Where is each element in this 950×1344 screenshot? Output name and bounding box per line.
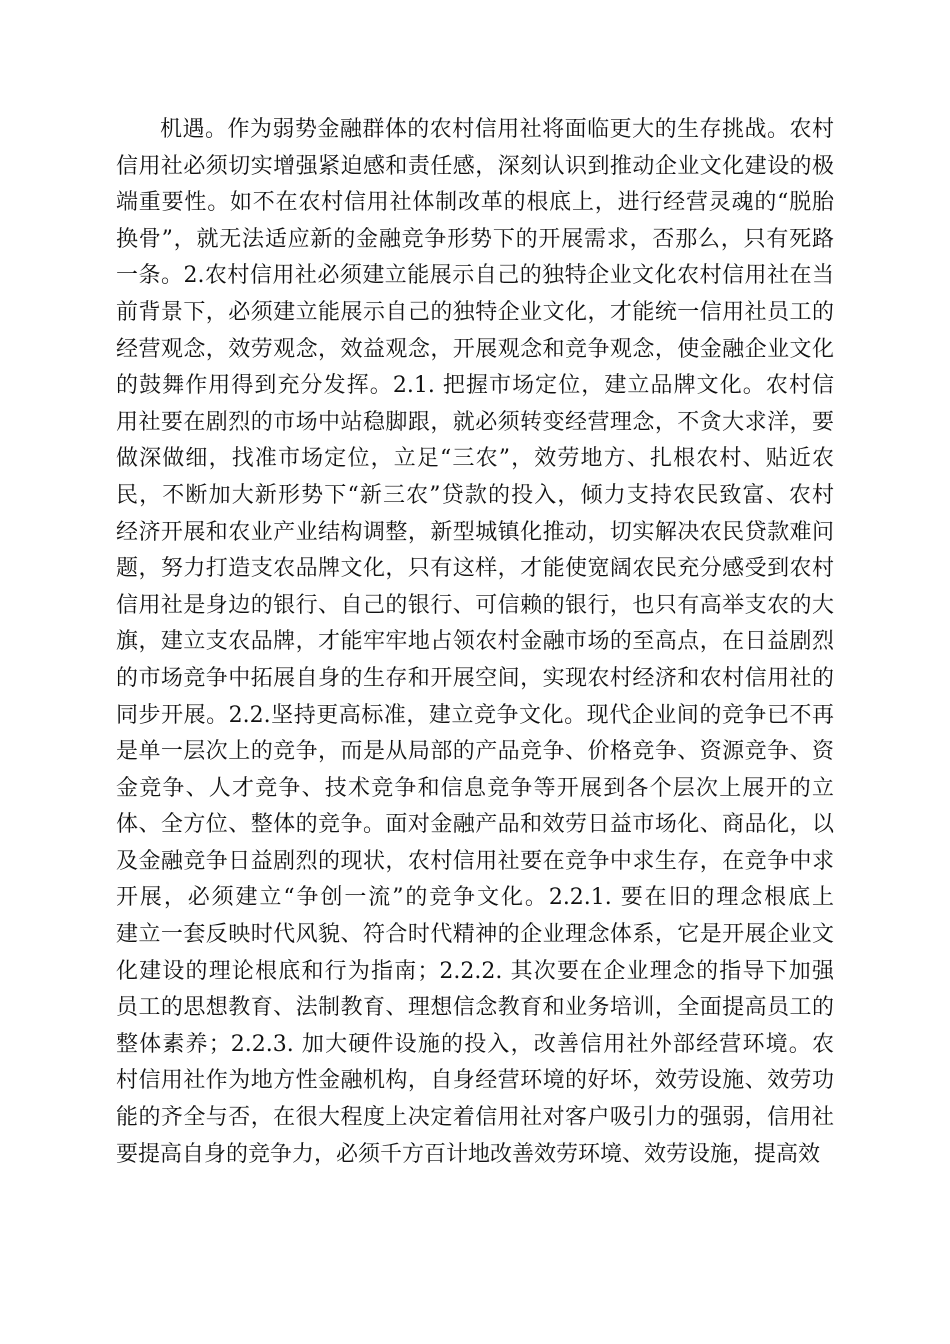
text-line: 信用社必须切实增强紧迫感和责任感，深刻认识到推动企业文化建设的极 [116,153,834,179]
text-line: 前背景下，必须建立能展示自己的独特企业文化，才能统一信用社员工的 [116,299,834,325]
text-line: 一条。2.农村信用社必须建立能展示自己的独特企业文化农村信用社在当 [116,263,834,289]
text-line: 的市场竞争中拓展自身的生存和开展空间，实现农村经济和农村信用社的 [116,665,834,691]
text-line: 经营观念，效劳观念，效益观念，开展观念和竞争观念，使金融企业文化 [116,336,834,362]
text-line: 整体素养；2.2.3. 加大硬件设施的投入，改善信用社外部经营环境。农 [116,1031,834,1057]
text-line: 经济开展和农业产业结构调整，新型城镇化推动，切实解决农民贷款难问 [116,519,834,545]
text-line: 民，不断加大新形势下“新三农”贷款的投入，倾力支持农民致富、农村 [116,482,834,508]
text-line: 体、全方位、整体的竞争。面对金融产品和效劳日益市场化、商品化，以 [116,812,834,838]
text-line: 开展，必须建立“争创一流”的竞争文化。2.2.1. 要在旧的理念根底上 [116,885,834,911]
text-line: 是单一层次上的竞争，而是从局部的产品竞争、价格竞争、资源竞争、资 [116,739,834,765]
text-line: 同步开展。2.2.坚持更高标准，建立竞争文化。现代企业间的竞争已不再 [116,702,834,728]
text-line: 建立一套反映时代风貌、符合时代精神的企业理念体系，它是开展企业文 [116,922,834,948]
text-line: 的鼓舞作用得到充分发挥。2.1. 把握市场定位，建立品牌文化。农村信 [116,373,834,399]
body-text [116,112,834,1173]
text-line: 员工的思想教育、法制教育、理想信念教育和业务培训，全面提高员工的 [116,995,834,1021]
text-line: 题，努力打造支农品牌文化，只有这样，才能使宽阔农民充分感受到农村 [116,556,834,582]
text-line: 信用社是身边的银行、自己的银行、可信赖的银行，也只有高举支农的大 [116,592,834,618]
text-line: 机遇。作为弱势金融群体的农村信用社将面临更大的生存挑战。农村 [160,117,834,142]
text-line: 能的齐全与否，在很大程度上决定着信用社对客户吸引力的强弱，信用社 [116,1105,834,1131]
text-line: 做深做细，找准市场定位，立足“三农”，效劳地方、扎根农村、贴近农 [116,446,834,472]
text-line: 旗，建立支农品牌，才能牢牢地占领农村金融市场的至高点，在日益剧烈 [116,629,834,655]
text-line: 用社要在剧烈的市场中站稳脚跟，就必须转变经营理念，不贪大求洋，要 [116,409,834,435]
text-line: 换骨”，就无法适应新的金融竞争形势下的开展需求，否那么，只有死路 [116,226,834,252]
text-line: 村信用社作为地方性金融机构，自身经营环境的好坏，效劳设施、效劳功 [116,1068,834,1094]
text-line: 要提高自身的竞争力，必须千方百计地改善效劳环境、效劳设施，提高效 [116,1141,821,1167]
text-line: 端重要性。如不在农村信用社体制改革的根底上，进行经营灵魂的“脱胎 [116,190,834,216]
text-line: 化建设的理论根底和行为指南；2.2.2. 其次要在企业理念的指导下加强 [116,958,834,984]
text-line: 及金融竞争日益剧烈的现状，农村信用社要在竞争中求生存，在竞争中求 [116,848,834,874]
text-line: 金竞争、人才竞争、技术竞争和信息竞争等开展到各个层次上展开的立 [116,775,834,801]
